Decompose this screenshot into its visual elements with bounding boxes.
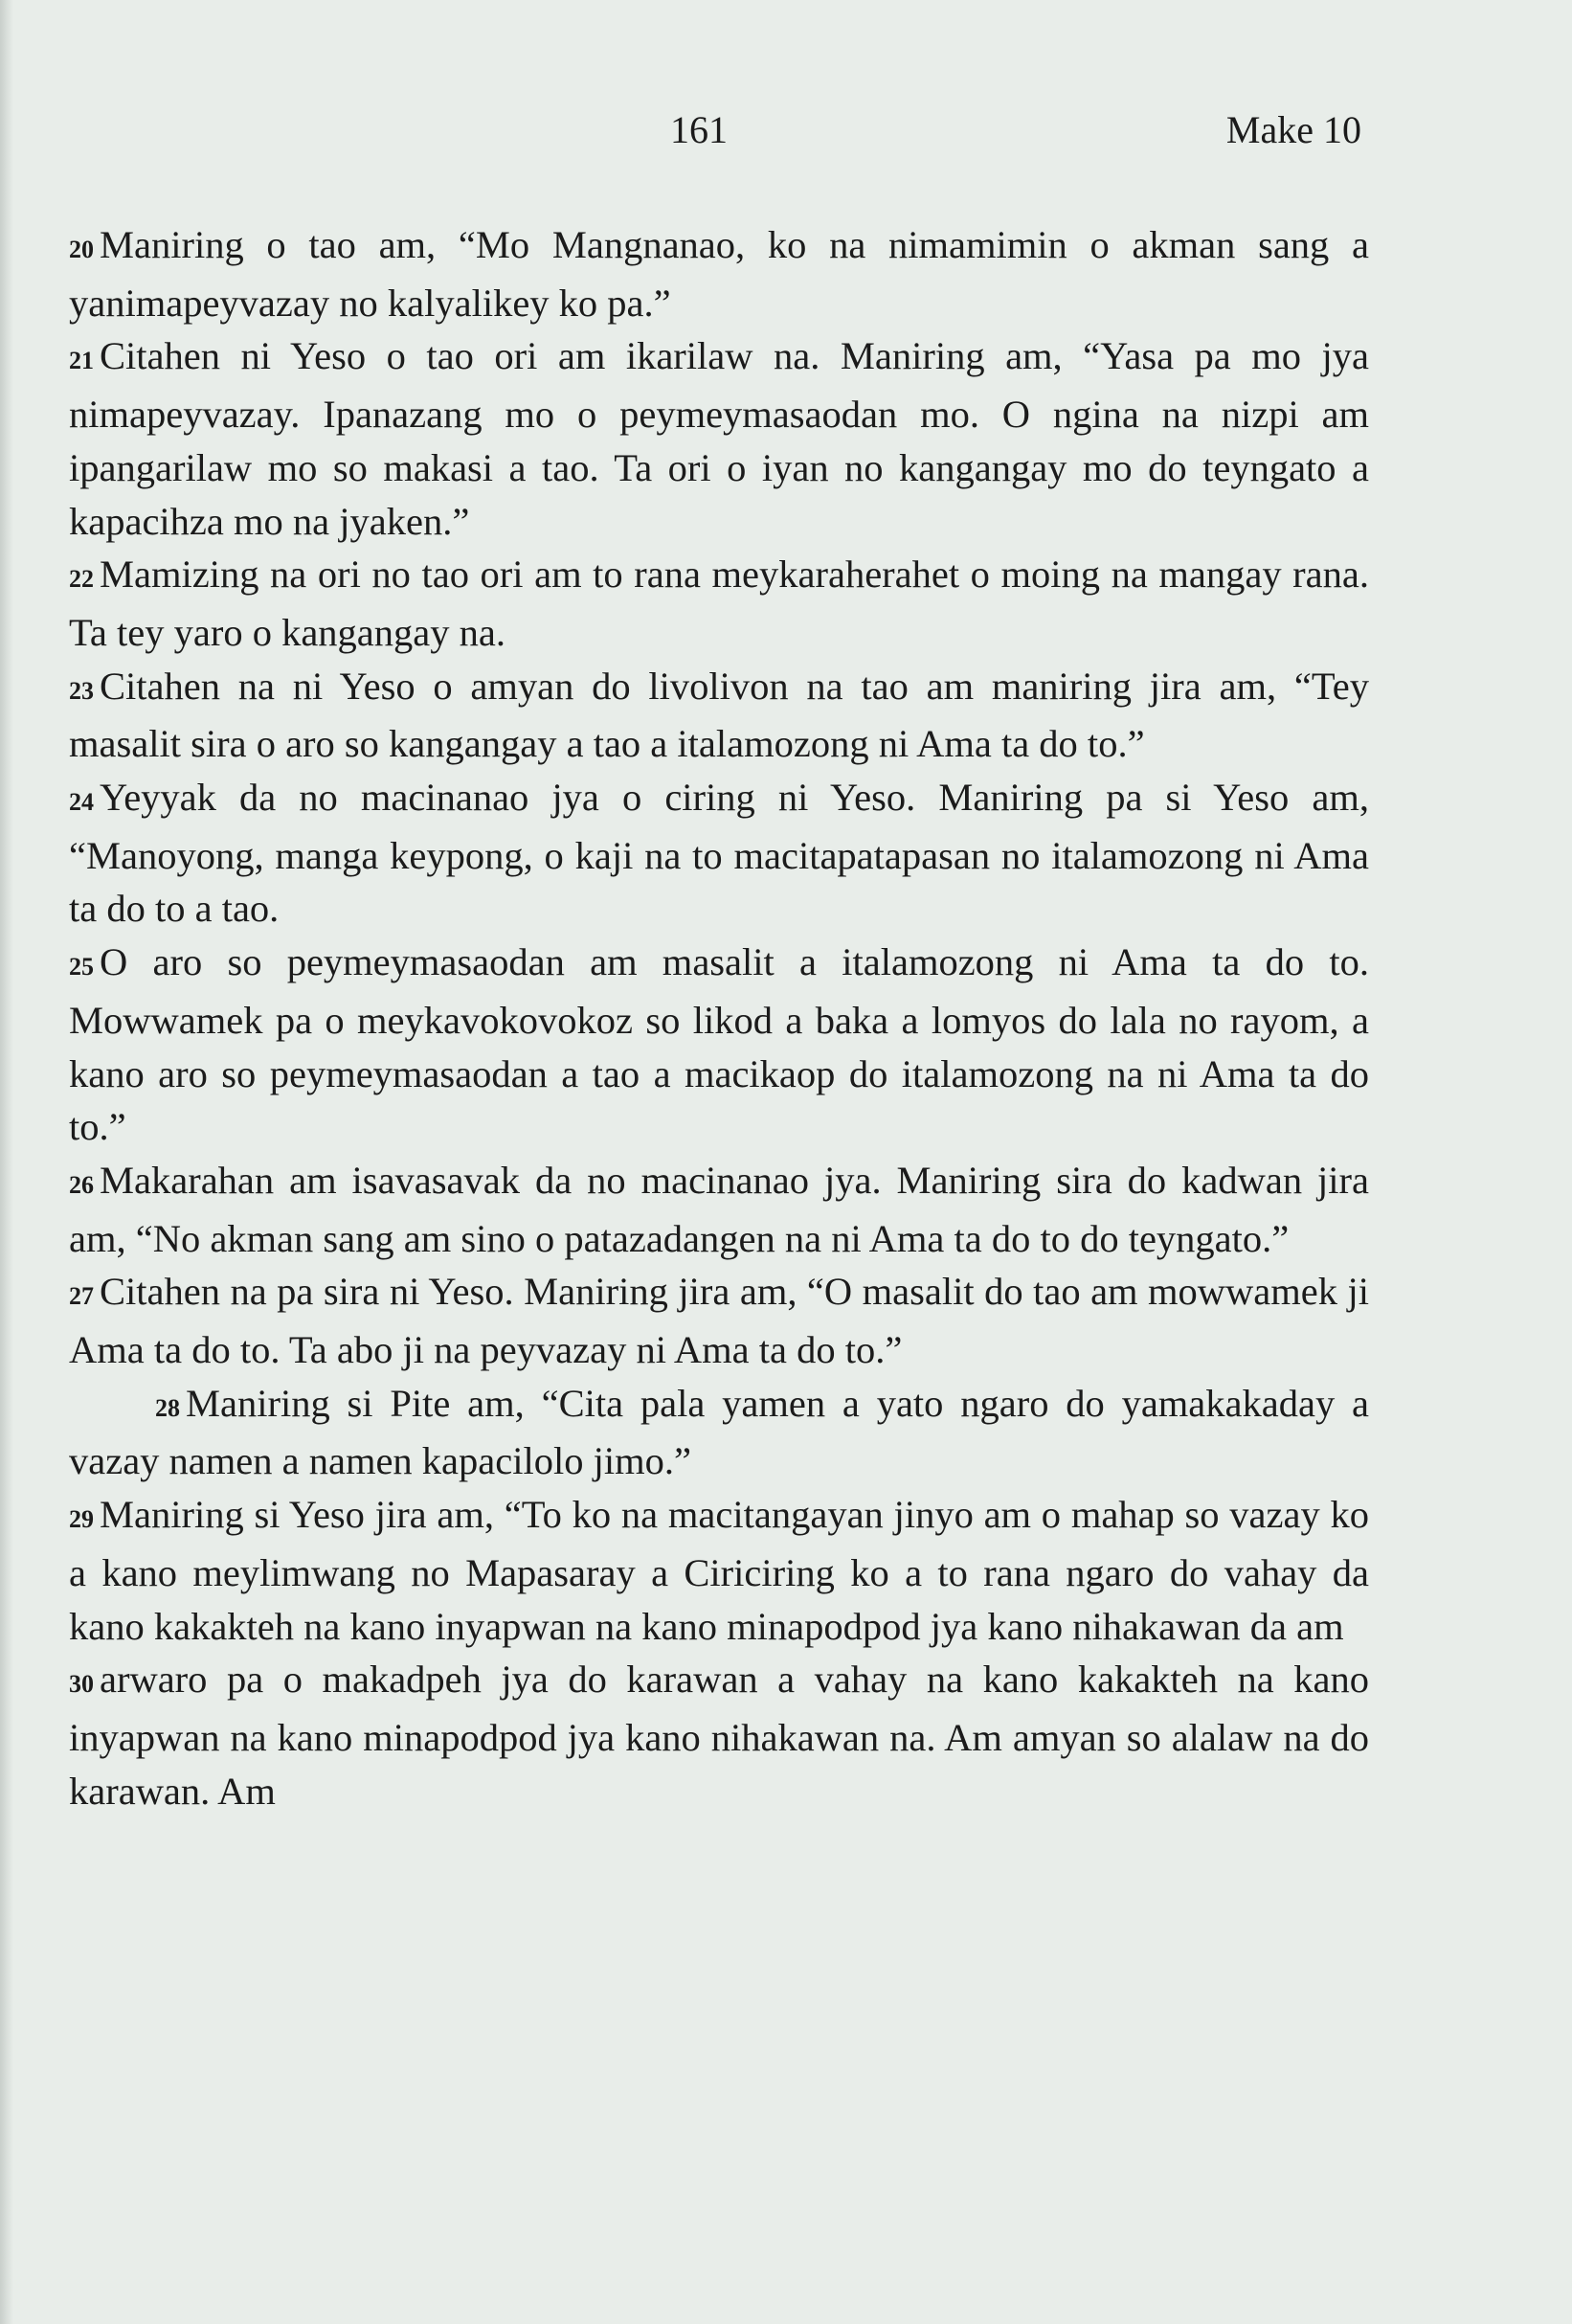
verse (69, 548, 1369, 659)
verse-number: 21 (69, 347, 94, 375)
page-number: 161 (670, 108, 728, 151)
verse-text: arwaro pa o makadpeh jya do karawan a vahay na kano kakakteh na kano inyapwan na kano minapodpod jya kano nihakawan na. Am amyan so alalaw na do karawan. Am (69, 1658, 1369, 1813)
verse-number: 24 (69, 788, 94, 817)
verse-number: 25 (69, 953, 94, 981)
verse-text: Maniring si Yeso jira am, “To ko na macitangayan jinyo am o mahap so vazay ko a kano meylimwang no Mapasaray a Ciriciring ko a to rana ngaro do vahay da kano kakakteh na kano inyapwan na kano minapodpod jya kano nihakawan da am (69, 1493, 1369, 1648)
verse (69, 1488, 1369, 1653)
verse-text: Maniring o tao am, “Mo Mangnanao, ko na nimamimin o akman sang a yanimapeyvazay no kalyalikey ko pa.” (69, 223, 1369, 325)
verse (69, 936, 1369, 1154)
running-head: Make 10 (1225, 108, 1361, 151)
verse-text: Mamizing na ori no tao ori am to rana meykaraherahet o moing na mangay rana. Ta tey yaro o kangangay na. (69, 553, 1369, 654)
verse-text: Makarahan am isavasavak da no macinanao jya. Maniring sira do kadwan jira am, “No akman sang am sino o patazadangen na ni Ama ta do to do teyngato.” (69, 1158, 1369, 1260)
verse (69, 329, 1369, 548)
verse (69, 1377, 1369, 1488)
verse (69, 218, 1369, 329)
verse-number: 29 (69, 1505, 94, 1534)
verse-text: Citahen na ni Yeso o amyan do livolivon na tao am maniring jira am, “Tey masalit sira o aro so kangangay a tao a italamozong ni Ama ta do to.” (69, 664, 1369, 766)
verse-number: 23 (69, 676, 94, 705)
verse-number: 30 (69, 1670, 94, 1699)
verse (69, 1653, 1369, 1817)
page-spine-shadow (0, 0, 13, 2324)
verse (69, 1154, 1369, 1265)
verse-text: Yeyyak da no macinanao jya o ciring ni Yeso. Maniring pa si Yeso am, “Manoyong, manga keypong, o kaji na to macitapatapasan no italamozong ni Ama ta do to a tao. (69, 776, 1369, 931)
verse-number: 26 (69, 1170, 94, 1199)
verse-number: 22 (69, 565, 94, 594)
verse (69, 771, 1369, 936)
page-header (670, 107, 1361, 165)
verse-number: 20 (69, 236, 94, 263)
verse (69, 1265, 1369, 1376)
verse (69, 660, 1369, 771)
verse-text: O aro so peymeymasaodan am masalit a italamozong ni Ama ta do to. Mowwamek pa o meykavokovokoz so likod a baka a lomyos do lala no rayom, a kano aro so peymeymasaodan a tao a macikaop do italamozong na ni Ama ta do to.” (69, 940, 1369, 1149)
verse-text: Citahen na pa sira ni Yeso. Maniring jira am, “O masalit do tao am mowwamek ji Ama ta do to. Ta abo ji na peyvazay ni Ama ta do to.” (69, 1270, 1369, 1372)
scripture-text (69, 218, 1369, 1817)
verse-number: 27 (69, 1282, 94, 1311)
verse-text: Maniring si Pite am, “Cita pala yamen a yato ngaro do yamakakaday a vazay namen a namen kapacilolo jimo.” (69, 1381, 1369, 1483)
verse-text: Citahen ni Yeso o tao ori am ikarilaw na. Maniring am, “Yasa pa mo jya nimapeyvazay. Ipanazang mo o peymeymasaodan mo. O ngina na nizpi am ipangarilaw mo so makasi a tao. Ta ori o iyan no kangangay mo do teyngato a kapacihza mo na jyaken.” (69, 334, 1369, 543)
verse-number: 28 (155, 1393, 180, 1422)
